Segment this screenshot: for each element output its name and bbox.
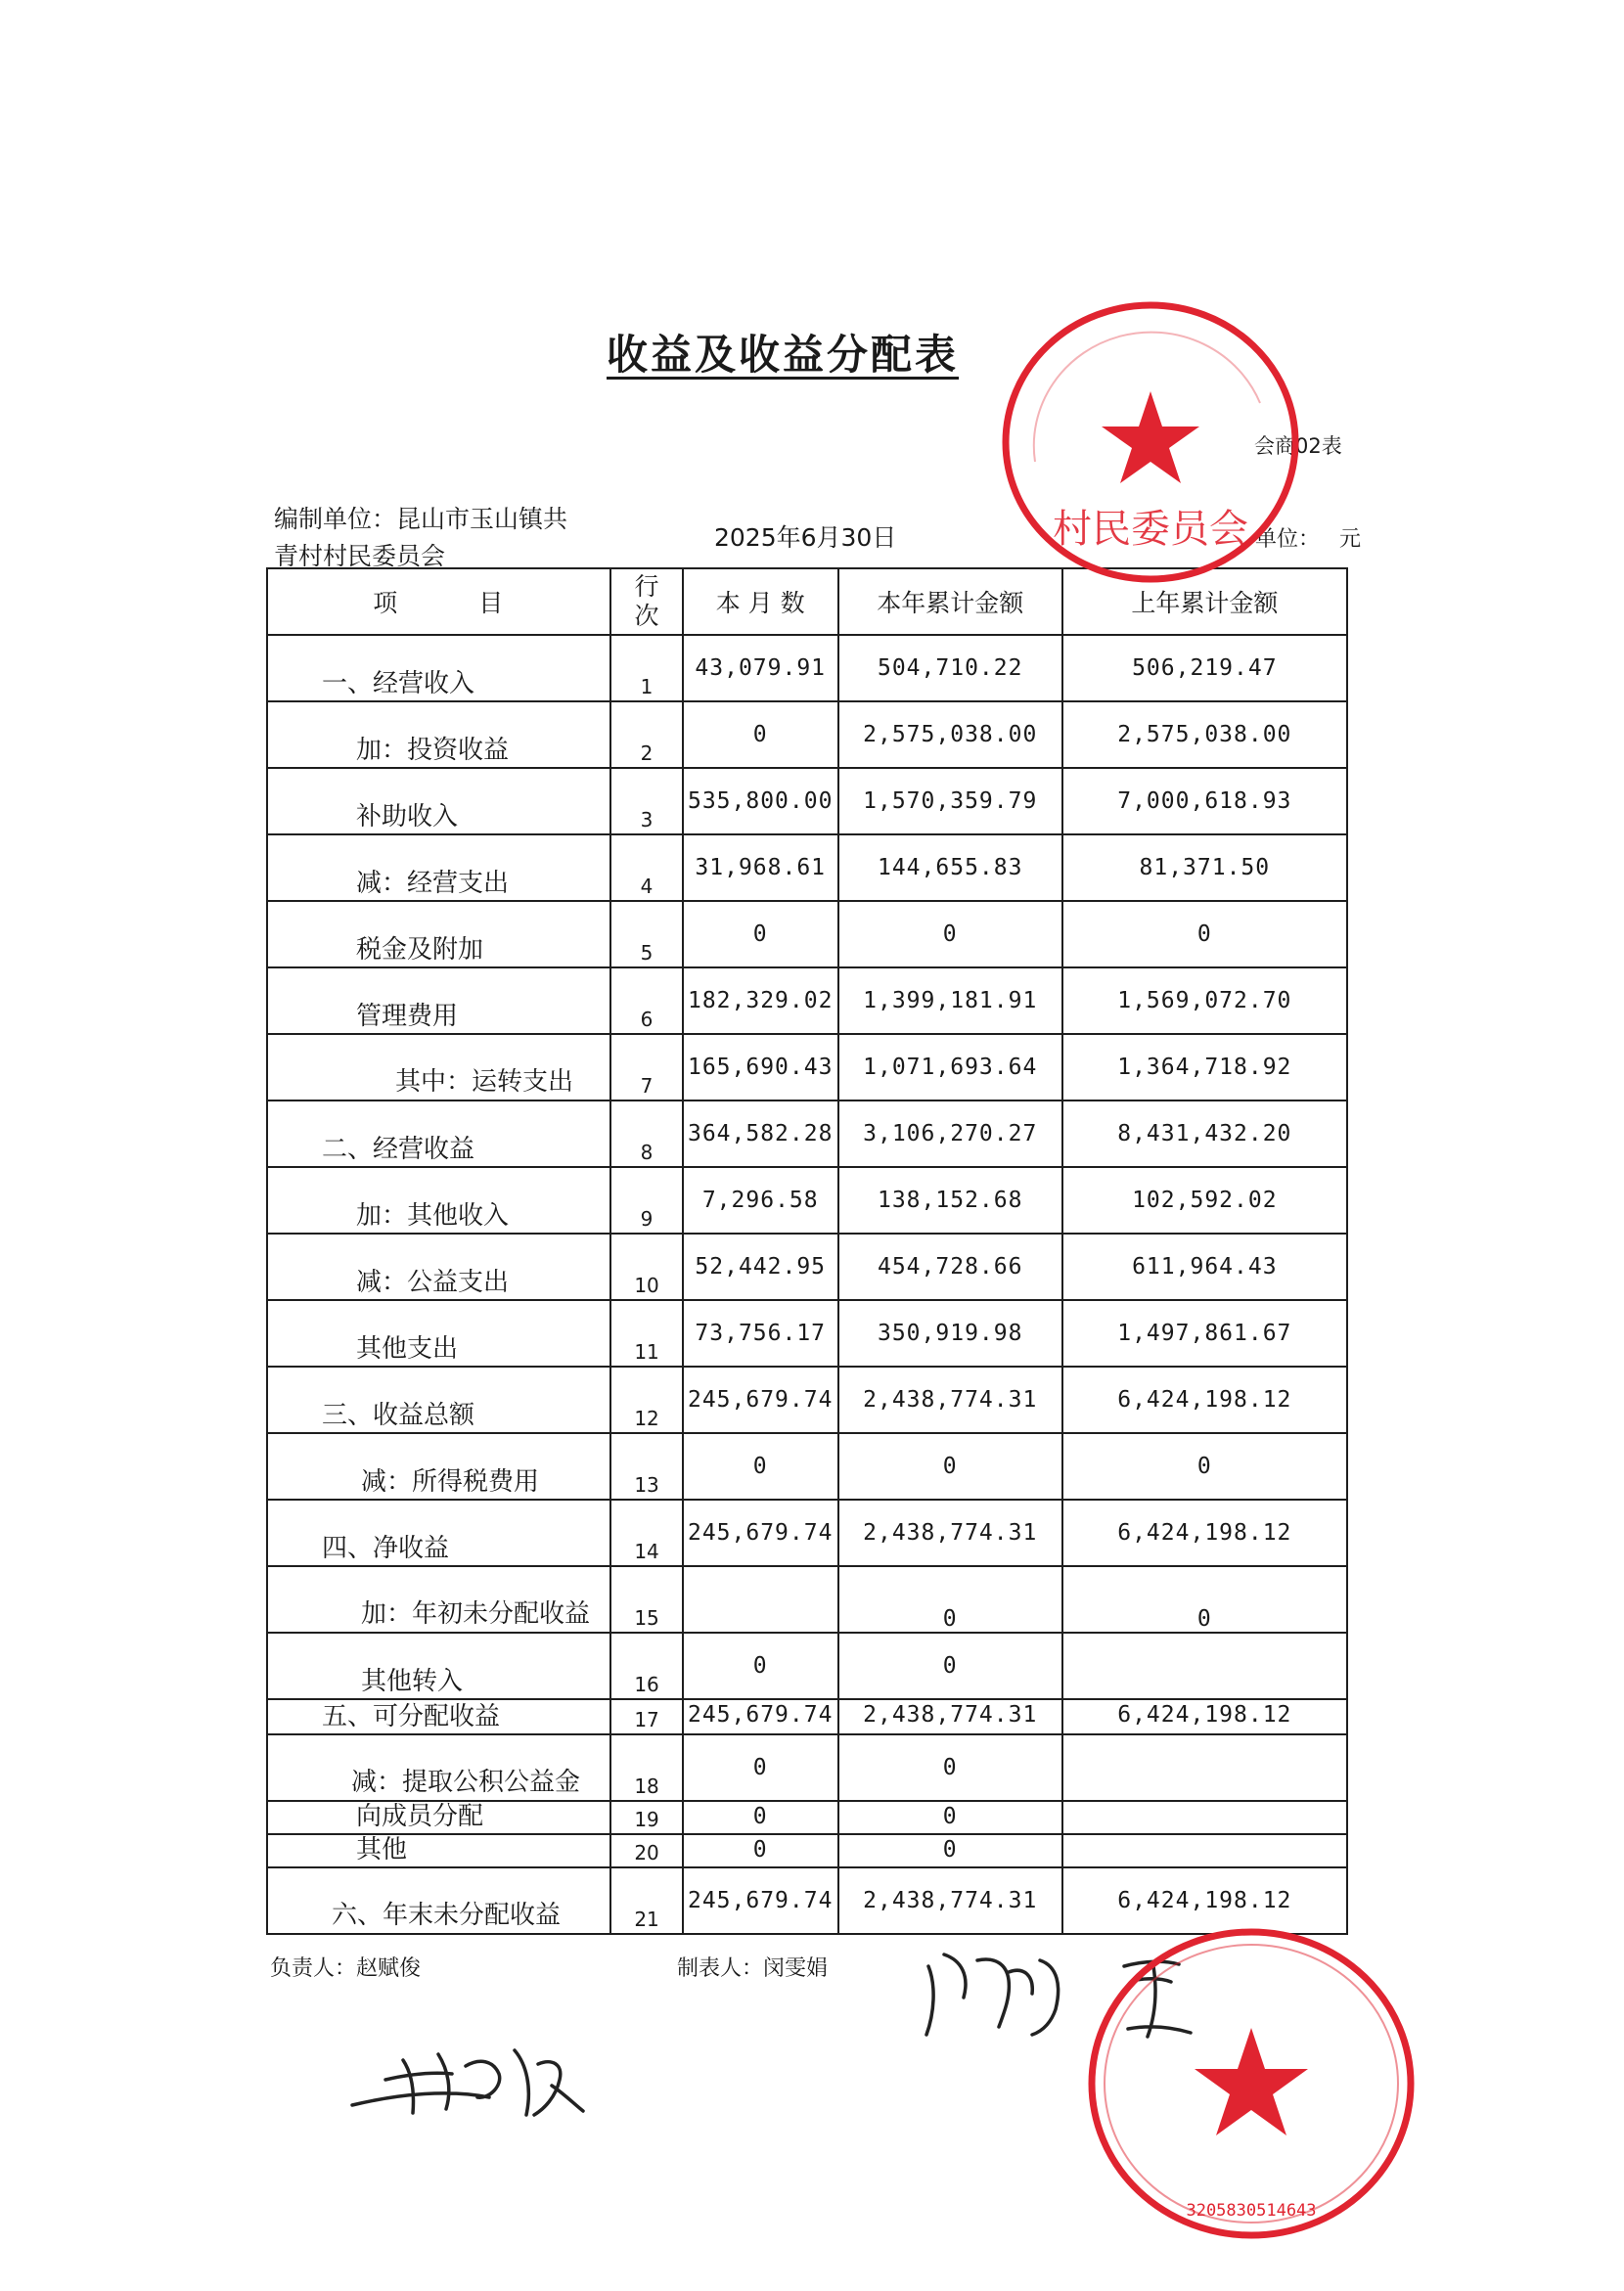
row-prev-value: 8,431,432.20 — [1117, 1121, 1292, 1146]
table-row — [267, 1633, 1347, 1699]
row-ytd-value: 0 — [942, 1454, 958, 1479]
header-line-bottom: 次 — [634, 602, 659, 630]
responsible-signature — [342, 1996, 597, 2123]
preparer-label: 制表人： — [677, 1956, 764, 1981]
row-ytd-cell — [838, 1433, 1062, 1500]
row-ytd-value: 2,575,038.00 — [863, 722, 1038, 747]
row-prev-value — [1063, 1735, 1346, 1755]
table-row — [267, 1234, 1347, 1300]
row-item-cell — [267, 1734, 610, 1801]
row-ytd-value: 0 — [942, 1606, 958, 1632]
row-item-label: 减：所得税费用 — [361, 1467, 540, 1497]
header-prev-year: 上年累计金额 — [1062, 568, 1347, 635]
row-month-cell — [683, 967, 838, 1034]
reporting-unit — [274, 501, 567, 575]
row-prev-cell — [1062, 768, 1347, 834]
row-item-cell — [267, 1834, 610, 1867]
row-item-label: 减：公益支出 — [356, 1268, 510, 1297]
row-item-label: 其他支出 — [356, 1334, 459, 1364]
row-prev-value: 6,424,198.12 — [1117, 1520, 1292, 1546]
row-ytd-value: 454,728.66 — [877, 1254, 1023, 1280]
table-row — [267, 1566, 1347, 1633]
row-ytd-value: 144,655.83 — [877, 855, 1023, 880]
row-ytd-value: 0 — [942, 921, 958, 947]
row-prev-value — [1063, 1835, 1346, 1837]
row-month-cell — [683, 834, 838, 901]
row-line-number: 21 — [634, 1908, 659, 1931]
table-row — [267, 1167, 1347, 1234]
row-line-number-cell — [610, 1867, 682, 1934]
row-item-label: 减：提取公积公益金 — [351, 1768, 581, 1797]
row-month-value: 31,968.61 — [695, 855, 827, 880]
row-ytd-value: 3,106,270.27 — [863, 1121, 1038, 1146]
row-ytd-value: 504,710.22 — [877, 655, 1023, 681]
row-line-number-cell — [610, 1300, 682, 1367]
row-prev-value: 1,569,072.70 — [1117, 988, 1292, 1013]
row-line-number: 4 — [640, 875, 654, 898]
row-line-number-cell — [610, 768, 682, 834]
row-prev-cell — [1062, 1566, 1347, 1633]
row-ytd-cell — [838, 1034, 1062, 1101]
row-line-number: 16 — [634, 1673, 659, 1696]
row-ytd-value: 2,438,774.31 — [863, 1888, 1038, 1913]
row-ytd-cell — [838, 1300, 1062, 1367]
row-item-label: 一、经营收入 — [322, 669, 475, 698]
row-line-number: 14 — [634, 1540, 659, 1563]
row-prev-cell — [1062, 1367, 1347, 1433]
row-ytd-cell — [838, 1801, 1062, 1834]
row-ytd-value: 0 — [942, 1837, 958, 1863]
row-month-value: 182,329.02 — [687, 988, 834, 1013]
row-line-number-cell — [610, 1834, 682, 1867]
row-month-value: 0 — [752, 1755, 768, 1780]
row-prev-cell — [1062, 1834, 1347, 1867]
row-item-cell — [267, 1867, 610, 1934]
row-item-cell — [267, 1801, 610, 1834]
row-month-value — [684, 1567, 837, 1606]
row-month-cell — [683, 1034, 838, 1101]
row-line-number: 3 — [640, 808, 654, 831]
row-ytd-cell — [838, 1834, 1062, 1867]
reporting-unit-label: 编制单位： — [274, 505, 397, 533]
row-line-number: 15 — [634, 1606, 659, 1630]
row-item-label: 加：投资收益 — [356, 736, 510, 765]
svg-text:村民委员会: 村民委员会 — [1053, 507, 1248, 552]
seal-number: 3205830514643 — [1186, 2201, 1317, 2221]
row-item-cell — [267, 1699, 610, 1734]
row-prev-value: 506,219.47 — [1132, 655, 1278, 681]
row-month-value: 43,079.91 — [695, 655, 827, 681]
row-ytd-cell — [838, 1234, 1062, 1300]
row-line-number-cell — [610, 1500, 682, 1566]
table-row — [267, 1801, 1347, 1834]
row-prev-value: 0 — [1196, 1606, 1212, 1632]
row-month-value: 0 — [752, 722, 768, 747]
table-row — [267, 701, 1347, 768]
row-ytd-cell — [838, 1500, 1062, 1566]
row-item-label: 向成员分配 — [356, 1802, 484, 1831]
row-line-number: 13 — [634, 1473, 659, 1497]
row-line-number: 12 — [634, 1407, 659, 1430]
row-item-cell — [267, 635, 610, 701]
row-month-value: 165,690.43 — [687, 1055, 834, 1080]
row-prev-cell — [1062, 1167, 1347, 1234]
row-line-number-cell — [610, 1234, 682, 1300]
row-month-cell — [683, 1633, 838, 1699]
row-month-value: 52,442.95 — [695, 1254, 827, 1280]
row-month-value: 364,582.28 — [687, 1121, 834, 1146]
row-line-number-cell — [610, 1101, 682, 1167]
row-prev-cell — [1062, 1101, 1347, 1167]
row-line-number: 7 — [640, 1074, 654, 1098]
row-item-cell — [267, 834, 610, 901]
row-item-label: 三、收益总额 — [322, 1401, 475, 1430]
row-line-number: 19 — [634, 1808, 659, 1831]
table-row — [267, 1300, 1347, 1367]
row-item-label: 六、年末未分配收益 — [332, 1901, 562, 1930]
row-item-cell — [267, 701, 610, 768]
row-ytd-value: 350,919.98 — [877, 1321, 1023, 1346]
row-prev-cell — [1062, 834, 1347, 901]
table-row — [267, 1699, 1347, 1734]
row-month-cell — [683, 1734, 838, 1801]
row-month-value: 0 — [752, 1454, 768, 1479]
row-prev-value: 6,424,198.12 — [1117, 1888, 1292, 1913]
row-ytd-value: 0 — [942, 1804, 958, 1829]
row-prev-value — [1063, 1634, 1346, 1653]
row-line-number-cell — [610, 1734, 682, 1801]
supervision-committee-seal — [1080, 1922, 1422, 2245]
row-ytd-cell — [838, 1566, 1062, 1633]
table-row — [267, 834, 1347, 901]
row-month-cell — [683, 701, 838, 768]
responsible-label: 负责人： — [270, 1956, 357, 1981]
table-row — [267, 768, 1347, 834]
row-prev-value: 7,000,618.93 — [1117, 788, 1292, 814]
row-item-label: 管理费用 — [356, 1002, 459, 1031]
row-ytd-cell — [838, 1633, 1062, 1699]
row-month-value: 245,679.74 — [687, 1888, 834, 1913]
row-prev-cell — [1062, 1433, 1347, 1500]
row-month-value: 245,679.74 — [687, 1520, 834, 1546]
row-line-number-cell — [610, 1633, 682, 1699]
row-month-cell — [683, 1699, 838, 1734]
currency-unit-value: 元 — [1339, 527, 1362, 552]
row-ytd-value: 2,438,774.31 — [863, 1387, 1038, 1413]
responsible-name: 赵赋俊 — [356, 1956, 422, 1981]
row-item-label: 税金及附加 — [356, 935, 484, 965]
row-item-label: 二、经营收益 — [322, 1135, 475, 1164]
row-prev-cell — [1062, 1034, 1347, 1101]
row-item-cell — [267, 1167, 610, 1234]
row-item-label: 其中：运转支出 — [395, 1067, 574, 1097]
row-month-value: 245,679.74 — [687, 1702, 834, 1728]
row-month-cell — [683, 1300, 838, 1367]
row-prev-cell — [1062, 967, 1347, 1034]
row-ytd-cell — [838, 834, 1062, 901]
row-prev-value: 0 — [1196, 1454, 1212, 1479]
villagers-committee-seal — [996, 295, 1305, 589]
row-prev-cell — [1062, 901, 1347, 967]
row-item-cell — [267, 1500, 610, 1566]
table-row — [267, 901, 1347, 967]
row-month-cell — [683, 1367, 838, 1433]
table-row — [267, 1101, 1347, 1167]
row-prev-cell — [1062, 1633, 1347, 1699]
row-item-cell — [267, 1433, 610, 1500]
row-prev-cell — [1062, 1300, 1347, 1367]
preparer-name: 闵雯娟 — [763, 1956, 829, 1981]
row-prev-value: 6,424,198.12 — [1117, 1387, 1292, 1413]
row-month-value: 535,800.00 — [687, 788, 834, 814]
header-ytd: 本年累计金额 — [838, 568, 1062, 635]
row-line-number: 1 — [640, 675, 654, 698]
row-month-cell — [683, 1500, 838, 1566]
row-line-number: 10 — [634, 1274, 659, 1297]
table-row — [267, 1034, 1347, 1101]
row-month-cell — [683, 1566, 838, 1633]
row-ytd-cell — [838, 967, 1062, 1034]
row-item-cell — [267, 1633, 610, 1699]
row-line-number: 6 — [640, 1008, 654, 1031]
row-line-number: 11 — [634, 1340, 659, 1364]
report-title: 收益及收益分配表 — [607, 331, 960, 379]
row-item-label: 四、净收益 — [322, 1534, 450, 1563]
row-month-cell — [683, 1867, 838, 1934]
row-item-cell — [267, 1101, 610, 1167]
table-row — [267, 1500, 1347, 1566]
table-row — [267, 635, 1347, 701]
row-item-label: 其他 — [356, 1835, 408, 1864]
row-line-number: 5 — [640, 941, 654, 965]
row-ytd-cell — [838, 901, 1062, 967]
row-item-label: 加：年初未分配收益 — [361, 1599, 591, 1629]
row-month-value: 0 — [752, 1653, 768, 1679]
row-ytd-value: 138,152.68 — [877, 1188, 1023, 1213]
row-month-cell — [683, 901, 838, 967]
row-month-cell — [683, 768, 838, 834]
row-month-cell — [683, 1167, 838, 1234]
row-month-value: 0 — [752, 1837, 768, 1863]
row-prev-value — [1063, 1802, 1346, 1804]
row-line-number-cell — [610, 701, 682, 768]
row-item-cell — [267, 1234, 610, 1300]
row-prev-cell — [1062, 1801, 1347, 1834]
preparer — [677, 1952, 828, 1982]
row-ytd-value: 1,570,359.79 — [863, 788, 1038, 814]
row-month-cell — [683, 1801, 838, 1834]
row-item-cell — [267, 768, 610, 834]
row-item-cell — [267, 1300, 610, 1367]
row-ytd-cell — [838, 701, 1062, 768]
row-prev-value: 81,371.50 — [1139, 855, 1271, 880]
row-item-label: 加：其他收入 — [356, 1201, 510, 1231]
currency-unit-label: 单位： — [1255, 527, 1321, 552]
row-line-number-cell — [610, 635, 682, 701]
row-item-label: 补助收入 — [356, 802, 459, 831]
reporting-unit-line1: 昆山市玉山镇共 — [396, 505, 568, 533]
report-date: 2025年6月30日 — [714, 523, 897, 552]
header-line-no — [610, 568, 682, 635]
reporting-unit-line2: 青村村民委员会 — [274, 542, 446, 570]
income-distribution-table — [266, 567, 1348, 1935]
row-prev-cell — [1062, 1699, 1347, 1734]
table-row — [267, 967, 1347, 1034]
row-ytd-cell — [838, 635, 1062, 701]
row-ytd-cell — [838, 1101, 1062, 1167]
row-ytd-cell — [838, 1734, 1062, 1801]
row-item-cell — [267, 967, 610, 1034]
row-line-number: 8 — [640, 1141, 654, 1164]
row-line-number-cell — [610, 1034, 682, 1101]
row-prev-cell — [1062, 701, 1347, 768]
row-ytd-value: 0 — [942, 1755, 958, 1780]
row-item-label: 减：经营支出 — [356, 869, 510, 898]
row-month-cell — [683, 1101, 838, 1167]
row-line-number: 9 — [640, 1207, 654, 1231]
row-line-number-cell — [610, 1167, 682, 1234]
row-line-number-cell — [610, 834, 682, 901]
table-row — [267, 1734, 1347, 1801]
row-ytd-cell — [838, 1167, 1062, 1234]
row-prev-cell — [1062, 1500, 1347, 1566]
table-row — [267, 1433, 1347, 1500]
row-prev-value: 2,575,038.00 — [1117, 722, 1292, 747]
row-ytd-value: 0 — [942, 1653, 958, 1679]
row-prev-value: 1,364,718.92 — [1117, 1055, 1292, 1080]
table-row — [267, 1367, 1347, 1433]
row-month-cell — [683, 635, 838, 701]
row-line-number-cell — [610, 1699, 682, 1734]
header-item: 项 目 — [267, 568, 610, 635]
row-ytd-cell — [838, 1699, 1062, 1734]
row-line-number-cell — [610, 1433, 682, 1500]
row-line-number: 2 — [640, 741, 654, 765]
row-month-value: 0 — [752, 1804, 768, 1829]
row-month-value: 7,296.58 — [701, 1188, 819, 1213]
form-code: 会商02表 — [1254, 434, 1342, 458]
row-line-number: 20 — [634, 1841, 659, 1864]
header-line-top: 行 — [634, 572, 659, 601]
row-prev-value: 1,497,861.67 — [1117, 1321, 1292, 1346]
row-prev-cell — [1062, 1234, 1347, 1300]
row-ytd-value: 1,399,181.91 — [863, 988, 1038, 1013]
table-body — [267, 635, 1347, 1934]
row-item-cell — [267, 1034, 610, 1101]
row-line-number: 18 — [634, 1774, 659, 1798]
row-line-number-cell — [610, 1367, 682, 1433]
row-prev-cell — [1062, 635, 1347, 701]
row-item-label: 其他转入 — [361, 1667, 464, 1696]
row-item-cell — [267, 901, 610, 967]
row-ytd-cell — [838, 1867, 1062, 1934]
row-line-number: 17 — [634, 1708, 659, 1731]
row-month-value: 245,679.74 — [687, 1387, 834, 1413]
row-month-cell — [683, 1433, 838, 1500]
row-ytd-cell — [838, 768, 1062, 834]
row-prev-value: 0 — [1196, 921, 1212, 947]
row-month-cell — [683, 1834, 838, 1867]
row-month-cell — [683, 1234, 838, 1300]
responsible-person — [270, 1952, 421, 1982]
row-line-number-cell — [610, 901, 682, 967]
row-line-number-cell — [610, 967, 682, 1034]
row-line-number-cell — [610, 1801, 682, 1834]
row-ytd-cell — [838, 1367, 1062, 1433]
row-month-value: 0 — [752, 921, 768, 947]
row-line-number-cell — [610, 1566, 682, 1633]
row-prev-cell — [1062, 1734, 1347, 1801]
row-month-value: 73,756.17 — [695, 1321, 827, 1346]
row-item-cell — [267, 1566, 610, 1633]
header-this-month: 本 月 数 — [683, 568, 838, 635]
row-prev-value: 102,592.02 — [1132, 1188, 1278, 1213]
row-ytd-value: 2,438,774.31 — [863, 1702, 1038, 1728]
row-item-label: 五、可分配收益 — [322, 1702, 501, 1731]
row-ytd-value: 2,438,774.31 — [863, 1520, 1038, 1546]
row-ytd-value: 1,071,693.64 — [863, 1055, 1038, 1080]
row-item-cell — [267, 1367, 610, 1433]
row-prev-value: 611,964.43 — [1132, 1254, 1278, 1280]
row-prev-value: 6,424,198.12 — [1117, 1702, 1292, 1728]
table-row — [267, 1834, 1347, 1867]
